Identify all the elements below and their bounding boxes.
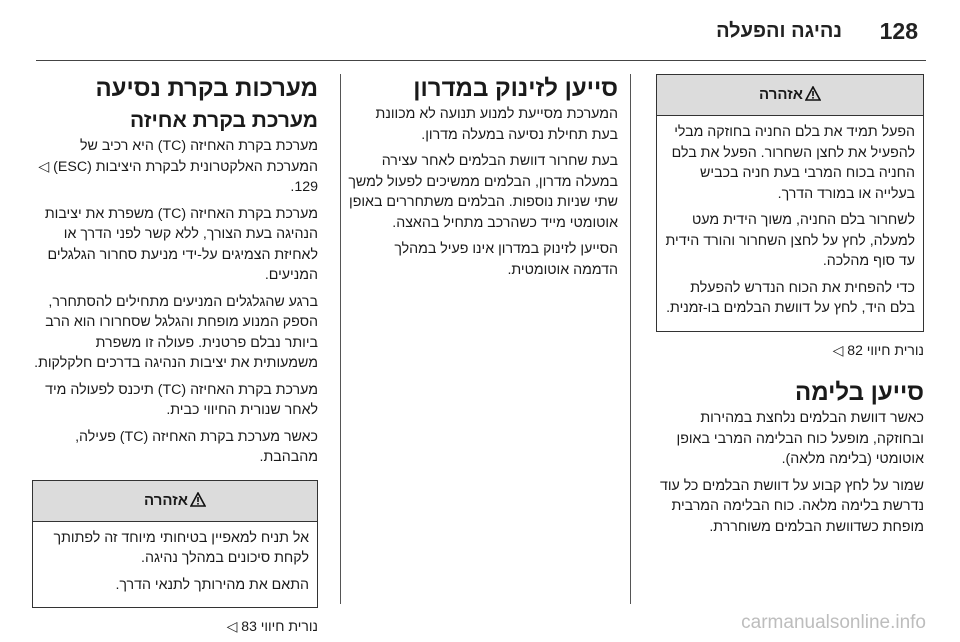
warning-paragraph: התאם את מהירותך לתנאי הדרך. xyxy=(115,576,309,593)
warning-header xyxy=(33,481,317,522)
body-paragraph: הסייען לזינוק במדרון אינו פעיל במהלך הדממה אוטומטית. xyxy=(394,241,618,278)
body-paragraph: מערכת בקרת האחיזה (TC) היא רכיב של המערכת האלקטרונית לבקרת היציבות (ESC) ◁ 129. xyxy=(38,138,318,195)
page-header xyxy=(0,0,960,64)
column-divider xyxy=(340,74,341,604)
body-paragraph: שמור על לחץ קבוע על דוושת הבלמים כל עוד נדרשת בלימה מלאה. כוח הבלימה המרבית מופחת כשדוושת הבלמים משוחררת. xyxy=(659,477,924,535)
page-number: 128 xyxy=(879,18,918,44)
column-right xyxy=(656,74,924,543)
body-paragraph: כאשר דוושת הבלמים נלחצת במהירות ובחוזקה, מופעל כוח הבלימה המרבי באופן אוטומטי (בלימה מלאה). xyxy=(676,410,924,467)
column-middle xyxy=(348,74,618,286)
body-paragraph: כאשר מערכת בקרת האחיזה (TC) פעילה, מהבהבת. xyxy=(75,428,318,465)
figure-reference: נורית חיווי 82 ◁ xyxy=(832,341,924,358)
column-divider xyxy=(630,74,631,604)
watermark: carmanualsonline.info xyxy=(741,612,926,633)
sub-heading: מערכת בקרת אחיזה xyxy=(130,109,318,132)
body-paragraph: ברגע שהגלגלים המניעים מתחילים להסתחרר, הספק המנוע מופחת והגלגל שסחרורו הוא הרב ביותר נבלם פרטנית. פעולה זו משפרת משמעותית את יציבות הנהיגה בדרכים חלקלקות. xyxy=(34,293,318,371)
warning-box xyxy=(656,74,924,332)
warning-box xyxy=(32,480,318,609)
warning-title: אזהרה xyxy=(759,86,803,103)
section-heading: סייען בלימה xyxy=(795,379,924,406)
warning-paragraph: כדי להפחית את הכוח הנדרש להפעלת בלם היד, לחץ על דוושת הבלמים בו-זמנית. xyxy=(666,279,915,316)
body-paragraph: בעת שחרור דוושת הבלמים לאחר עצירה במעלה מדרון, הבלמים ממשיכים לפעול למשך שתי שניות נוספות. הבלמים משתחררים באופן אוטומטי מייד כשהרכב מתחיל בהאצה. xyxy=(348,153,618,231)
chapter-heading: מערכות בקרת נסיעה xyxy=(95,75,318,102)
warning-paragraph: אל תניח למאפיין בטיחותי מיוחד זה לפתותך לקחת סיכונים במהלך נהיגה. xyxy=(53,529,309,566)
body-paragraph: מערכת בקרת האחיזה (TC) תיכנס לפעולה מיד לאחר שנורית החיווי כבית. xyxy=(45,381,318,418)
body-paragraph: המערכת מסייעת למנוע תנועה לא מכוונת בעת תחילת נסיעה במעלה מדרון. xyxy=(375,106,618,143)
warning-triangle-icon xyxy=(805,86,821,101)
body-paragraph: מערכת בקרת האחיזה (TC) משפרת את יציבות הנהיגה בעת הצורך, ללא קשר לפני הדרך או לאחיזת הצמיגים על-ידי מניעת סחרור הגלגלים המניעים. xyxy=(44,205,318,283)
warning-triangle-icon xyxy=(190,492,206,507)
section-title: נהיגה והפעלה xyxy=(716,20,842,42)
header-divider xyxy=(36,60,926,61)
warning-title: אזהרה xyxy=(144,491,188,509)
figure-reference: נורית חיווי 83 ◁ xyxy=(226,618,318,634)
column-left xyxy=(32,74,318,637)
warning-paragraph: לשחרור בלם החניה, משוך הידית מעט למעלה, לחץ על לחצן השחרור והורד הידית עד סוף מהלכה. xyxy=(665,212,915,269)
warning-body xyxy=(33,522,317,608)
section-heading: סייען לזינוק במדרון xyxy=(413,75,618,102)
warning-body xyxy=(657,116,923,331)
warning-header xyxy=(657,75,923,116)
warning-paragraph: הפעל תמיד את בלם החניה בחוזקה מבלי להפעיל את לחצן השחרור. הפעל את בלם החניה בכוח המרבי בעת חניה בכביש בעלייה או במורד הדרך. xyxy=(671,124,915,202)
